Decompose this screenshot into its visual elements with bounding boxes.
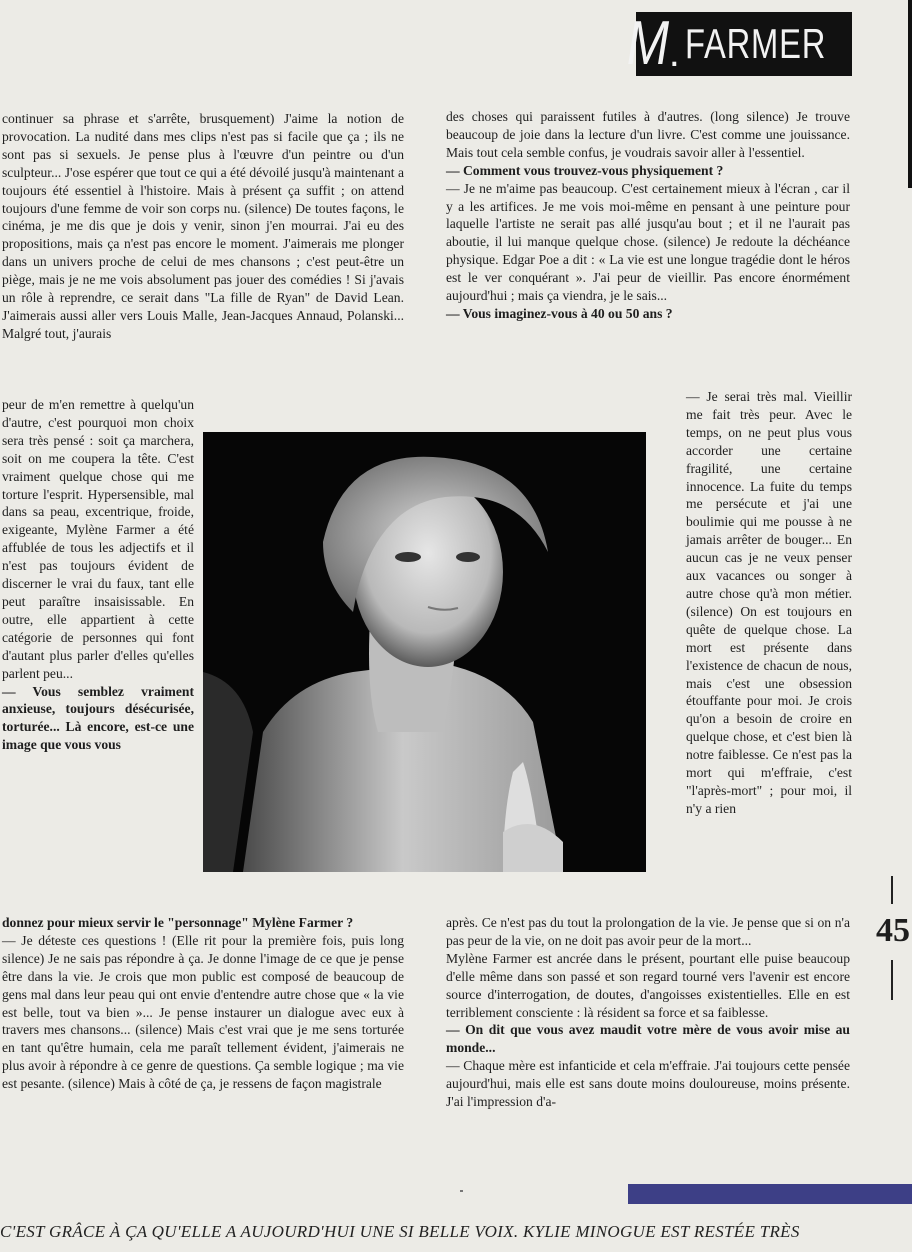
column-left-bottom	[2, 914, 404, 1093]
column-right-top	[446, 108, 850, 323]
answer-age-wrap: — Je serai très mal. Vieillir me fait très peur. Avec le temps, on ne peut plus vous accorder une certaine fragilité, une certaine innocence. La fuite du temps me persécute et j'ai une boulimie qui me pousse à ne jamais arrêter de bouger... En aucun cas je ne veux penser aux vacances ou songer à autre chose qu'à mon métier. (silence) On est toujours en quête de quelque chose. La mort est présente dans l'existence de chacun de nous, mais c'est une obsession étouffante pour moi. Je crois qu'on a besoin de croire en quelque chose, et c'est bien là notre faiblesse. Ce n'est pas la mort qui m'effraie, c'est "l'après-mort" ; pour moi, il n'y a rien	[686, 389, 852, 816]
column-left-top	[2, 110, 404, 343]
answer-personnage: — Je déteste ces questions ! (Elle rit pour la première fois, puis long silence) Je ne sais pas répondre à ça. Je donne l'image de ce que je pense être dans la vie. Je crois que mon public est composé de beaucoup de gens mal dans leur peau qui ont envie d'entendre autre chose que « la vie est belle, tout va bien »... Je pense instaurer un dialogue avec eux à travers mes chansons... (silence) Mais c'est vrai que je me sens torturée en tant qu'être humain, cela me paraît tellement évident, j'aimerais ne plus avoir à répondre à ce genre de questions. Ça semble logique ; ma vie est pesante. (silence) Mais à côté de ça, je ressens de façon magistrale	[2, 932, 404, 1092]
paragraph-left-wrap: peur de m'en remettre à quelqu'un d'autre, c'est pourquoi mon choix sera très pensé : soit ça marchera, soit on me coupera la tête. C'est vraiment quelque chose qui me torture l'esprit. Hypersensible, mal dans sa peau, excentrique, froide, exigeante, Mylène Farmer a été affublée de tous les adjectifs et il n'est pas toujours évident de discerner le vrai du faux, tant elle peut paraître insaisissable. En outre, elle appartient à cette catégorie de personnes qui font d'autant plus parler d'elles qu'elles parlent peu...	[2, 397, 194, 681]
portrait-image	[203, 432, 646, 872]
answer-physique: — Je ne m'aime pas beaucoup. C'est certainement mieux à l'écran , car il y a les artifices. Je me vois moi-même en pensant à une peinture pour laquelle l'artiste ne serait pas allé jusqu'au bout ; et il ne l'aurait pas aboutie, il lui manque quelque chose. (silence) Je redoute la déchéance physique. Edgar Poe a dit : « La vie est une longue tragédie dont le héros est le ver conquérant ». J'ai peur de vieillir. Pas encore énormément aujourd'hui ; mais ça viendra, je le sais...	[446, 180, 850, 304]
portrait-photo	[203, 432, 646, 872]
logo-dot: .	[668, 30, 681, 75]
answer-mother: — Chaque mère est infanticide et cela m'effraie. J'ai toujours cette pensée aujourd'hui, mais elle est sans doute moins douloureuse, moins présente. J'ai l'impression d'a-	[446, 1058, 850, 1110]
page-number-rule-bottom	[891, 960, 893, 1000]
question-mother: — On dit que vous avez maudit votre mère de vous avoir mise au monde...	[446, 1022, 850, 1056]
paragraph-present: Mylène Farmer est ancrée dans le présent, pourtant elle puise beaucoup d'elle même dans son passé et son regard tourné vers l'avenir est encore source d'interrogation, de doutes, d'angoisses existentielles. Elle en est terriblement consciente : là résident sa force et sa faiblesse.	[446, 950, 850, 1020]
page-edge-shadow	[908, 0, 912, 188]
question-age: — Vous imaginez-vous à 40 ou 50 ans ?	[446, 305, 673, 321]
column-right-wrap	[686, 388, 852, 818]
column-left-wrap	[2, 396, 194, 754]
magazine-logo	[626, 9, 852, 78]
logo-initial: M	[626, 9, 671, 78]
question-anxious-wrap: — Vous semblez vraiment anxieuse, toujours désécurisée, torturée... Là encore, est-ce une image que vous vous	[2, 683, 194, 753]
column-right-bottom	[446, 914, 850, 1111]
logo-name: FARMER	[684, 20, 827, 67]
print-speck	[460, 1190, 463, 1192]
paragraph-left-top: continuer sa phrase et s'arrête, brusquement) J'aime la notion de provocation. La nudité dans mes clips n'est pas si facile que ça ; ils ne sont pas si sexuels. Je pense plus à l'œuvre d'un peintre ou d'un sculpteur... J'ose espérer que tout ce qui a été dévoilé jusqu'à maintenant a toujours été essentiel à l'histoire. Mais à présent ça suffit ; on attend toujours d'une femme de voir son corps nu. (silence) De toutes façons, le cinéma, je me dis que je dois y venir, sinon j'en mourrai. J'ai eu des propositions, mais ça n'est pas encore le moment. J'aimerais me plonger dans un univers proche de celui de mes chansons ; c'est peut-être un piège, mais je ne me vois absolument pas jouer des comédies ! Si j'avais un rôle à reprendre, ce serait dans "La fille de Ryan" de David Lean. J'aimerais aussi aller vers Louis Malle, Jean-Jacques Annaud, Polanski... Malgré tout, j'aurais	[2, 111, 404, 341]
page-number-rule-top	[891, 876, 893, 904]
answer-age-end: après. Ce n'est pas du tout la prolongation de la vie. Je pense que si on n'a pas peur de la vie, on ne doit pas avoir peur de la mort...	[446, 915, 850, 948]
question-personnage: donnez pour mieux servir le "personnage" Mylène Farmer ?	[2, 915, 354, 930]
page-number: 45	[876, 912, 910, 949]
paragraph-right-top: des choses qui paraissent futiles à d'autres. (long silence) Je trouve beaucoup de joie dans la lecture d'un livre. C'est comme une jouissance. Mais tout cela semble confus, je voudrais savoir aller à l'essentiel.	[446, 109, 850, 160]
next-page-footer-text: C'EST GRÂCE À ÇA QU'ELLE A AUJOURD'HUI UNE SI BELLE VOIX. KYLIE MINOGUE EST RESTÉE TRÈS	[0, 1222, 800, 1241]
question-physique: — Comment vous trouvez-vous physiquement ?	[446, 162, 724, 178]
color-strip	[628, 1184, 912, 1204]
